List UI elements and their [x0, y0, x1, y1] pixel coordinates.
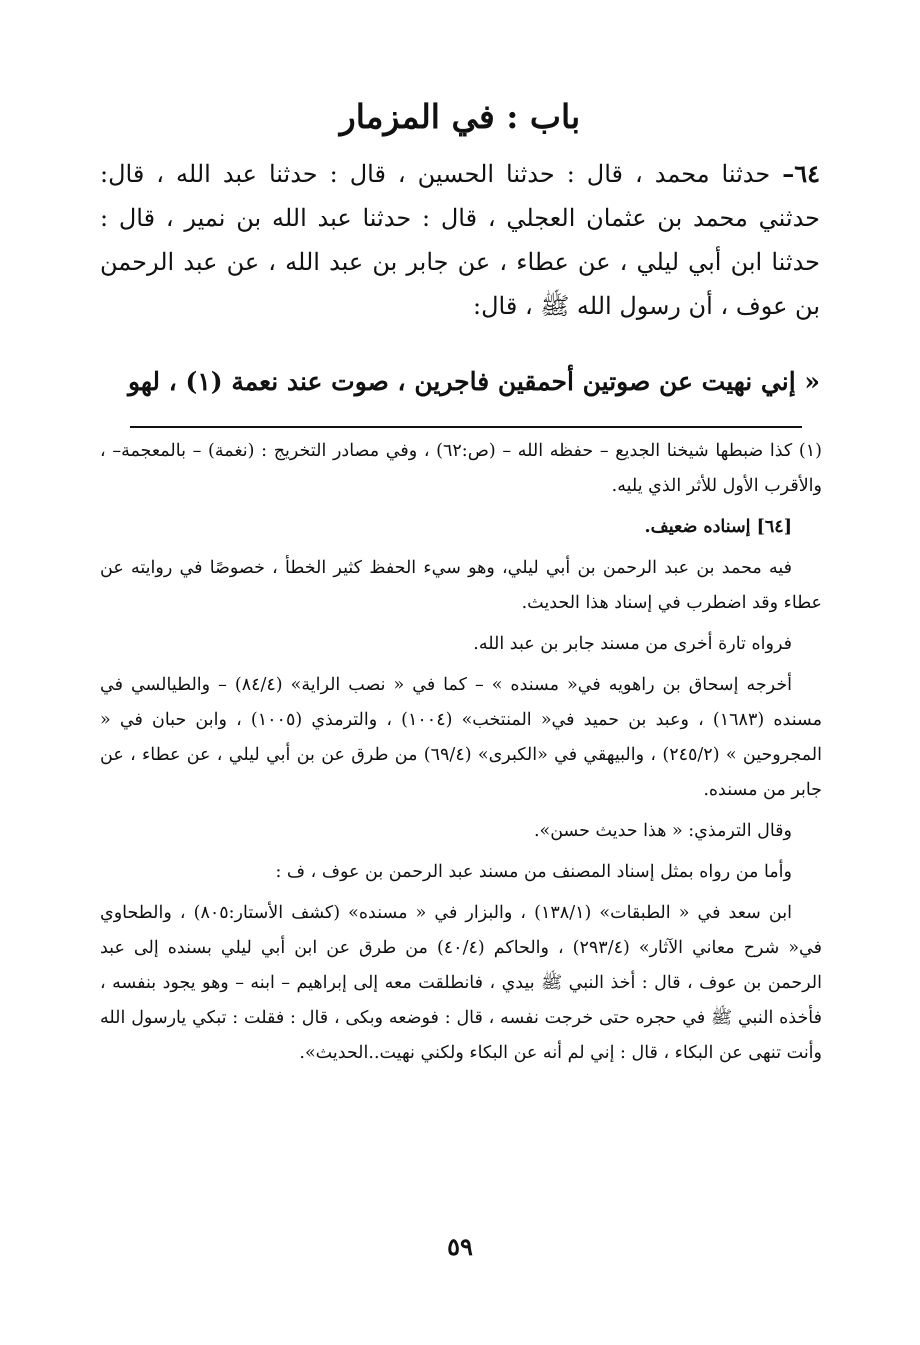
footnote-divider	[130, 426, 802, 428]
notes-block	[100, 434, 822, 1077]
commentary-heading: [٦٤] إسناده ضعيف.	[644, 517, 792, 537]
hadith-paragraph	[100, 152, 820, 328]
hadith-isnad: حدثنا محمد ، قال : حدثنا الحسين ، قال : حدثنا عبد الله ، قال: حدثني محمد بن عثمان العجلي ، قال : حدثنا عبد الله بن نمير ، قال : حدثنا ابن أبي ليلي ، عن عطاء ، عن جابر بن عبد الله ، عن عبد الرحمن بن عوف ، أن رسول الله ﷺ ، قال:	[100, 160, 820, 320]
hadith-quote: « إني نهيت عن صوتين أحمقين فاجرين ، صوت عند نعمة (١) ، لهو	[127, 367, 820, 396]
commentary-paragraph-1: فيه محمد بن عبد الرحمن بن أبي ليلي، وهو سيء الحفظ كثير الخطأ ، خصوصًا في روايته عن عطاء وقد اضطرب في إسناد هذا الحديث.	[100, 558, 822, 613]
hadith-number: ٦٤–	[782, 159, 820, 188]
hadith-text-block	[100, 152, 820, 328]
commentary-paragraph-6: ابن سعد في « الطبقات» (١٣٨/١) ، والبزار في « مسنده» (كشف الأستار:٨٠٥) ، والطحاوي في« شرح معاني الآثار» (٢٩٣/٤) ، والحاكم (٤٠/٤) من طرق عن ابن أبي ليلي بسنده إلى عبد الرحمن بن عوف ، قال : أخذ النبي ﷺ بيدي ، فانطلقت معه إلى إبراهيم – ابنه – وهو يجود بنفسه ، فأخذه النبي ﷺ في حجره حتى خرجت نفسه ، قال : فوضعه وبكى ، قال : فقلت : تبكي يارسول الله وأنت تنهى عن البكاء ، قال : إني لم أنه عن البكاء ولكني نهيت..الحديث».	[100, 903, 822, 1063]
page-number: ٥٩	[447, 1232, 473, 1261]
commentary-paragraph-5: وأما من رواه بمثل إسناد المصنف من مسند عبد الرحمن بن عوف ، ف :	[275, 862, 792, 882]
chapter-title: باب : في المزمار	[339, 97, 581, 136]
commentary-paragraph-3: أخرجه إسحاق بن راهويه في« مسنده » – كما في « نصب الراية» (٨٤/٤) – والطيالسي في مسنده (١٦٨٣) ، وعبد بن حميد في« المنتخب» (١٠٠٤) ، والترمذي (١٠٠٥) ، وابن حبان في « المجروحين » (٢٤٥/٢) ، والبيهقي في «الكبرى» (٦٩/٤) من طرق عن بن أبي ليلي ، عن عطاء ، عن جابر من مسنده.	[100, 675, 823, 800]
commentary-paragraph-2: فرواه تارة أخرى من مسند جابر بن عبد الله.	[473, 634, 792, 654]
commentary-paragraph-4: وقال الترمذي: « هذا حديث حسن».	[533, 821, 792, 841]
footnote-1: (١) كذا ضبطها شيخنا الجديع – حفظه الله – (ص:٦٢) ، وفي مصادر التخريج : (نغمة) – بالمعجمة– ، والأقرب الأول للأثر الذي يليه.	[100, 441, 822, 496]
